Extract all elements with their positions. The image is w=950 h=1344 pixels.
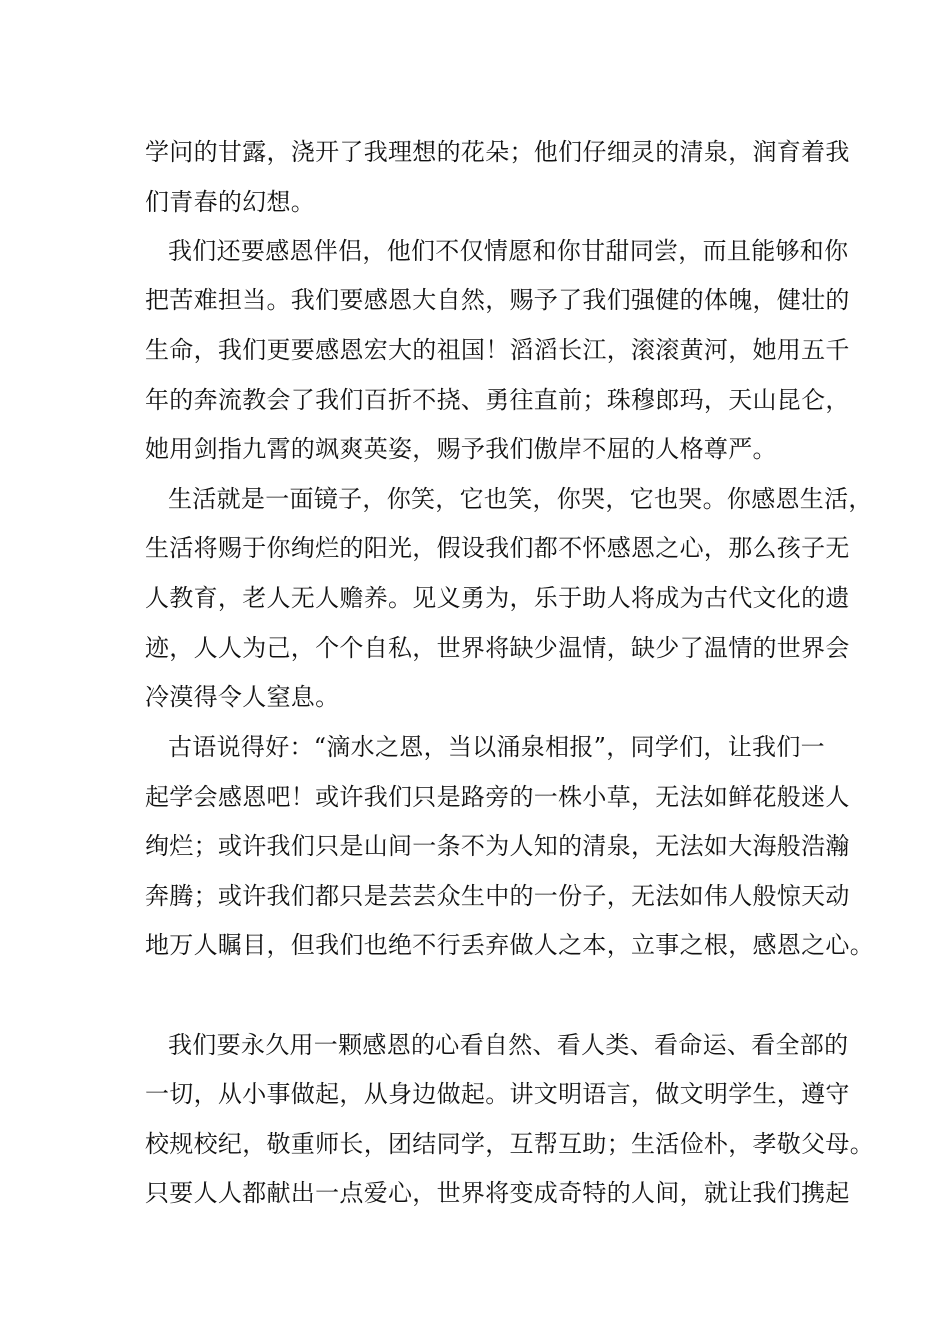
text-line-14: 起学会感恩吧！或许我们只是路旁的一株小草，无法如鲜花般迷人 — [145, 783, 850, 811]
text-line-3: 我们还要感恩伴侣，他们不仅情愿和你甘甜同尝，而且能够和你 — [168, 237, 849, 265]
text-line-5: 生命，我们更要感恩宏大的祖国！滔滔长江，滚滚黄河，她用五千 — [145, 336, 850, 364]
text-line-21: 只要人人都献出一点爱心，世界将变成奇特的人间，就让我们携起 — [145, 1179, 850, 1207]
text-line-11: 迹，人人为己，个个自私，世界将缺少温情，缺少了温情的世界会 — [145, 634, 850, 662]
text-line-17: 地万人瞩目，但我们也绝不行丢弃做人之本，立事之根，感恩之心。 — [145, 931, 874, 959]
text-line-4: 把苦难担当。我们要感恩大自然，赐予了我们强健的体魄，健壮的 — [145, 286, 850, 314]
text-line-15: 绚烂；或许我们只是山间一条不为人知的清泉，无法如大海般浩瀚 — [145, 832, 850, 860]
text-line-12: 冷漠得令人窒息。 — [145, 683, 340, 711]
text-line-18: 我们要永久用一颗感恩的心看自然、看人类、看命运、看全部的 — [168, 1031, 849, 1059]
text-line-19: 一切，从小事做起，从身边做起。讲文明语言，做文明学生，遵守 — [145, 1080, 850, 1108]
text-line-8: 生活就是一面镜子，你笑，它也笑，你哭，它也哭。你感恩生活， — [168, 485, 873, 513]
text-line-20: 校规校纪，敬重师长，团结同学，互帮互助；生活俭朴，孝敬父母。 — [145, 1130, 874, 1158]
text-line-13: 古语说得好：“滴水之恩，当以涌泉相报”，同学们，让我们一 — [168, 733, 825, 761]
text-line-1: 学问的甘露，浇开了我理想的花朵；他们仔细灵的清泉，润育着我 — [145, 138, 850, 166]
text-line-6: 年的奔流教会了我们百折不挠、勇往直前；珠穆郎玛，天山昆仑， — [145, 386, 850, 414]
text-line-2: 们青春的幻想。 — [145, 188, 316, 216]
text-line-9: 生活将赐于你绚烂的阳光，假设我们都不怀感恩之心，那么孩子无 — [145, 534, 850, 562]
text-line-7: 她用剑指九霄的飒爽英姿，赐予我们傲岸不屈的人格尊严。 — [145, 435, 777, 463]
text-line-16: 奔腾；或许我们都只是芸芸众生中的一份子，无法如伟人般惊天动 — [145, 882, 850, 910]
text-line-10: 人教育，老人无人赡养。见义勇为，乐于助人将成为古代文化的遗 — [145, 584, 850, 612]
